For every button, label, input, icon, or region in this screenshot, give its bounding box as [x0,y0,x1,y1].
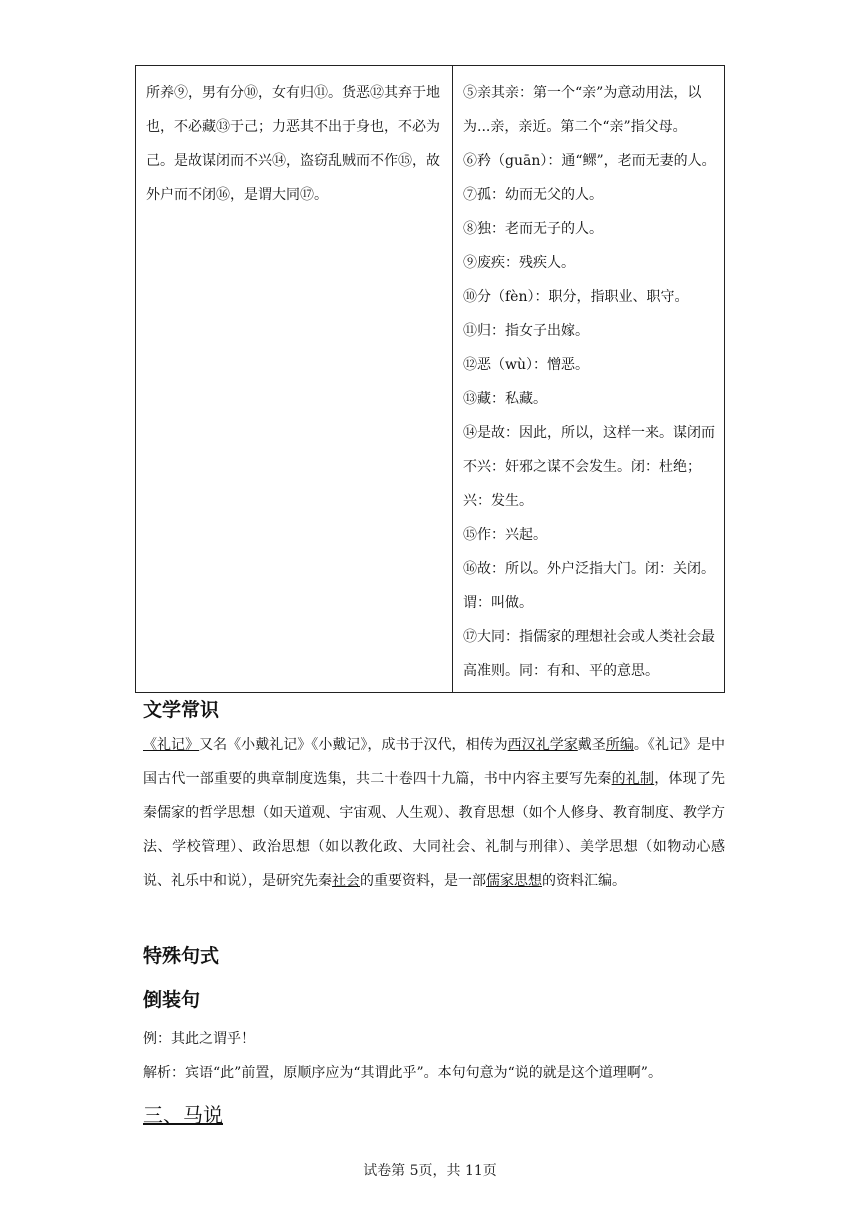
link-rites[interactable]: 的礼制 [611,771,655,787]
original-text-cell [136,66,453,693]
note-item: ⑮作：兴起。 [463,527,547,543]
note-item: ⑯故：所以。外户泛指大门。闭：关闭。谓：叫做。 [463,561,715,611]
note-item: ⑰大同：指儒家的理想社会或人类社会最高准则。同：有和、平的意思。 [463,629,715,679]
link-western-han-scholar[interactable]: 西汉礼学家 [507,737,578,753]
literary-section [143,696,725,898]
note-item: ⑧独：老而无子的人。 [463,221,603,237]
literary-paragraph: 《礼记》又名《小戴礼记》《小戴记》，成书于汉代，相传为西汉礼学家戴圣所编。《礼记》是中国古代一部重要的典章制度选集，共二十卷四十九篇，书中内容主要写先秦的礼制，体现了先秦儒家的哲学思想（如天道观、宇宙观、人生观）、教育思想（如个人修身、教育制度、教学方法、学校管理）、政治思想（如以教化政、大同社会、礼制与刑律）、美学思想（如物动心感说、礼乐中和说），是研究先秦社会的重要资料，是一部儒家思想的资料汇编。 [143,737,726,889]
next-section [143,1101,725,1129]
link-confucian-thought[interactable]: 儒家思想 [486,873,542,889]
special-sentence-section [143,942,725,1090]
note-item: ⑨废疾：残疾人。 [463,255,575,271]
note-item: ⑬藏：私藏。 [463,391,547,407]
note-item: ⑪归：指女子出嫁。 [463,323,589,339]
page-footer: 试卷第 5页，共 11页 [363,1163,497,1179]
note-item: ⑫恶（wù）：憎恶。 [463,357,589,373]
note-item: ⑩分（fèn）：职分，指职业、职守。 [463,289,689,305]
link-society[interactable]: 社会 [332,873,360,889]
next-section-title[interactable]: 三、马说 [143,1103,223,1127]
note-item: ⑭是故：因此，所以，这样一来。谋闭而不兴：奸邪之谋不会发生。闭：杜绝；兴：发生。 [463,425,715,509]
example-line: 例：其此之谓乎！ [143,1031,255,1047]
annotation-table [135,65,725,693]
original-text: 所养⑨，男有分⑩，女有归⑪。货恶⑫其弃于地也，不必藏⑬于己；力恶其不出于身也，不必为己。是故谋闭而不兴⑭，盗窃乱贼而不作⑮，故外户而不闭⑯，是谓大同⑰。 [146,85,440,203]
literary-heading: 文学常识 [143,699,220,721]
inversion-heading: 倒装句 [143,989,201,1011]
analysis-line: 解析：宾语“此”前置，原顺序应为“其谓此乎”。本句句意为“说的就是这个道理啊”。 [143,1065,662,1081]
special-heading: 特殊句式 [143,945,220,967]
link-compiled[interactable]: 所编 [605,737,634,753]
notes-cell [453,66,725,693]
link-liji[interactable]: 《礼记》 [143,737,200,753]
note-item: ⑥矜（guān）：通“鳏”，老而无妻的人。 [463,153,716,169]
note-item: ⑦孤：幼而无父的人。 [463,187,603,203]
note-item: ⑤亲其亲：第一个“亲”为意动用法，以为...亲，亲近。第二个“亲”指父母。 [463,85,702,135]
